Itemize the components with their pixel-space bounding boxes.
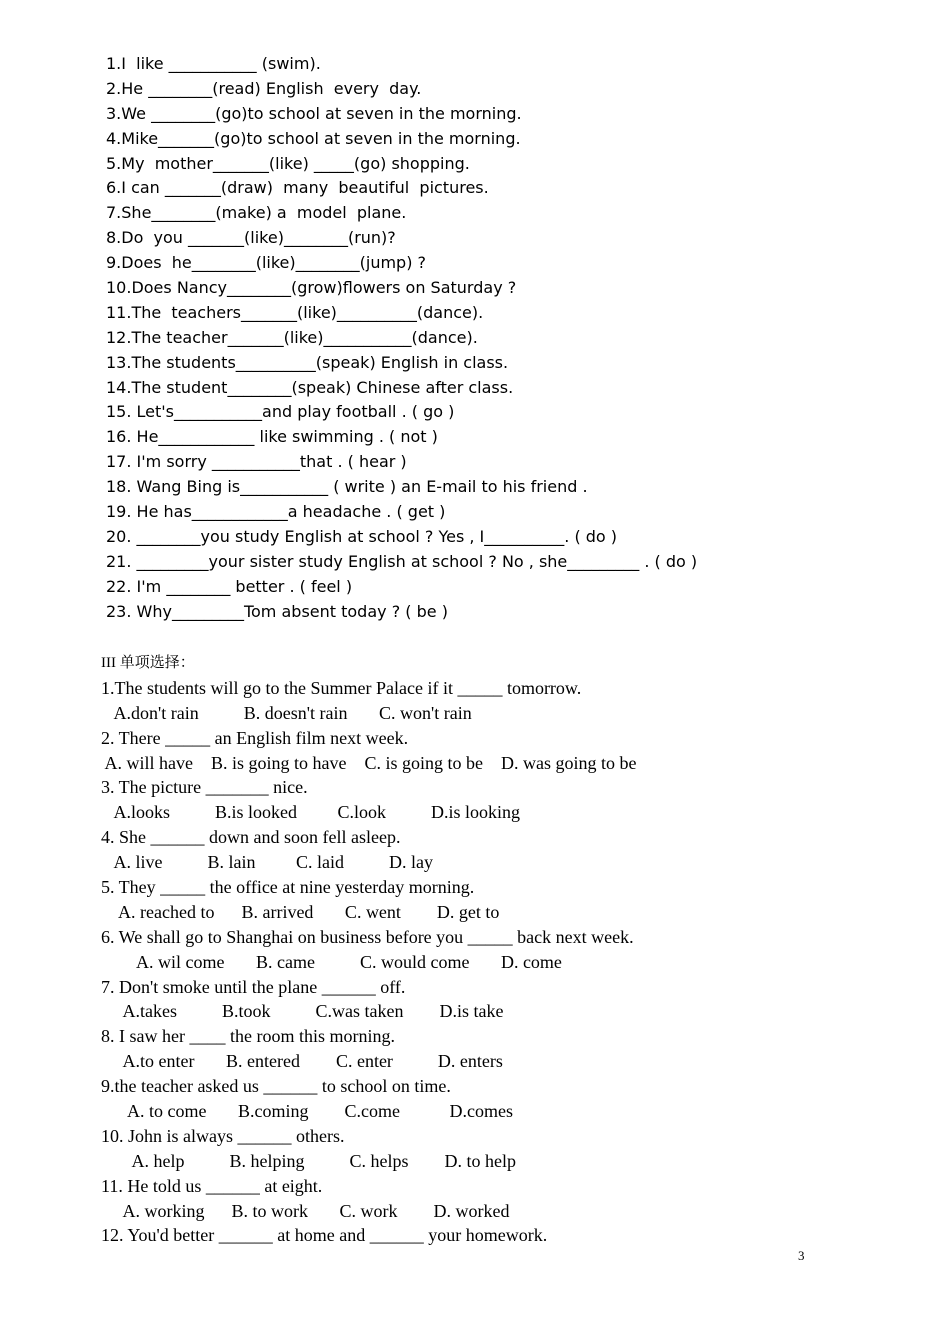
- question-line: 16. He____________ like swimming . ( not ): [106, 427, 438, 447]
- question-line: 3. The picture _______ nice.: [101, 777, 308, 798]
- question-line: 7. Don't smoke until the plane ______ off.: [101, 976, 406, 997]
- options-line: A. will have B. is going to have C. is going to be D. was going to be: [101, 752, 637, 773]
- question-line: 6. We shall go to Shanghai on business before you _____ back next week.: [101, 926, 634, 947]
- question-line: 19. He has____________a headache . ( get ): [106, 502, 446, 522]
- options-line: A. to come B.coming C.come D.comes: [101, 1101, 513, 1122]
- question-line: 4. She ______ down and soon fell asleep.: [101, 827, 401, 848]
- question-line: 12. You'd better ______ at home and ______ your homework.: [101, 1225, 548, 1246]
- question-line: 3.We ________(go)to school at seven in the morning.: [106, 103, 522, 123]
- question-line: 14.The student________(speak) Chinese after class.: [106, 377, 514, 397]
- section-heading: III 单项选择：: [101, 655, 195, 671]
- options-line: A. live B. lain C. laid D. lay: [101, 852, 433, 873]
- options-line: A. help B. helping C. helps D. to help: [101, 1150, 516, 1171]
- question-line: 22. I'm ________ better . ( feel ): [106, 576, 353, 596]
- question-line: 11.The teachers_______(like)__________(dance).: [106, 302, 484, 322]
- question-line: 2.He ________(read) English every day.: [106, 78, 422, 98]
- question-line: 5.My mother_______(like) _____(go) shopping.: [106, 153, 470, 173]
- question-line: 13.The students__________(speak) English in class.: [106, 352, 509, 372]
- question-line: 12.The teacher_______(like)___________(dance).: [106, 327, 478, 347]
- question-line: 17. I'm sorry ___________that . ( hear ): [106, 452, 407, 472]
- question-line: 9.Does he________(like)________(jump) ?: [106, 253, 427, 273]
- question-line: 10.Does Nancy________(grow)flowers on Saturday ?: [106, 278, 517, 298]
- question-line: 11. He told us ______ at eight.: [101, 1175, 323, 1196]
- question-line: 7.She________(make) a model plane.: [106, 203, 407, 223]
- question-line: 20. ________you study English at school ? Yes , I__________. ( do ): [106, 526, 618, 546]
- question-line: 18. Wang Bing is___________ ( write ) an E-mail to his friend .: [106, 477, 588, 497]
- options-line: A. wil come B. came C. would come D. come: [101, 951, 562, 972]
- question-line: 8.Do you _______(like)________(run)?: [106, 228, 396, 248]
- options-line: A. working B. to work C. work D. worked: [101, 1200, 510, 1221]
- question-line: 5. They _____ the office at nine yesterday morning.: [101, 877, 475, 898]
- question-line: 1.The students will go to the Summer Palace if it _____ tomorrow.: [101, 677, 582, 698]
- question-line: 15. Let's___________and play football . ( go ): [106, 402, 455, 422]
- question-line: 9.the teacher asked us ______ to school on time.: [101, 1076, 451, 1097]
- options-line: A.to enter B. entered C. enter D. enters: [101, 1051, 503, 1072]
- options-line: A.don't rain B. doesn't rain C. won't rain: [101, 702, 472, 723]
- question-line: 1.I like ___________ (swim).: [106, 54, 321, 73]
- multiple-choice-section: [101, 651, 636, 1248]
- page-number: 3: [798, 1248, 805, 1263]
- question-line: 4.Mike_______(go)to school at seven in the morning.: [106, 128, 521, 148]
- fill-in-section: [106, 52, 697, 624]
- options-line: A.looks B.is looked C.look D.is looking: [101, 802, 521, 823]
- question-line: 21. _________your sister study English at school ? No , she_________ . ( do ): [106, 551, 698, 571]
- question-line: 6.I can _______(draw) many beautiful pictures.: [106, 178, 489, 198]
- options-line: A. reached to B. arrived C. went D. get to: [101, 901, 500, 922]
- question-line: 23. Why_________Tom absent today ? ( be ): [106, 601, 448, 621]
- question-line: 10. John is always ______ others.: [101, 1125, 345, 1146]
- question-line: 2. There _____ an English film next week.: [101, 727, 409, 748]
- options-line: A.takes B.took C.was taken D.is take: [101, 1001, 504, 1022]
- question-line: 8. I saw her ____ the room this morning.: [101, 1026, 395, 1047]
